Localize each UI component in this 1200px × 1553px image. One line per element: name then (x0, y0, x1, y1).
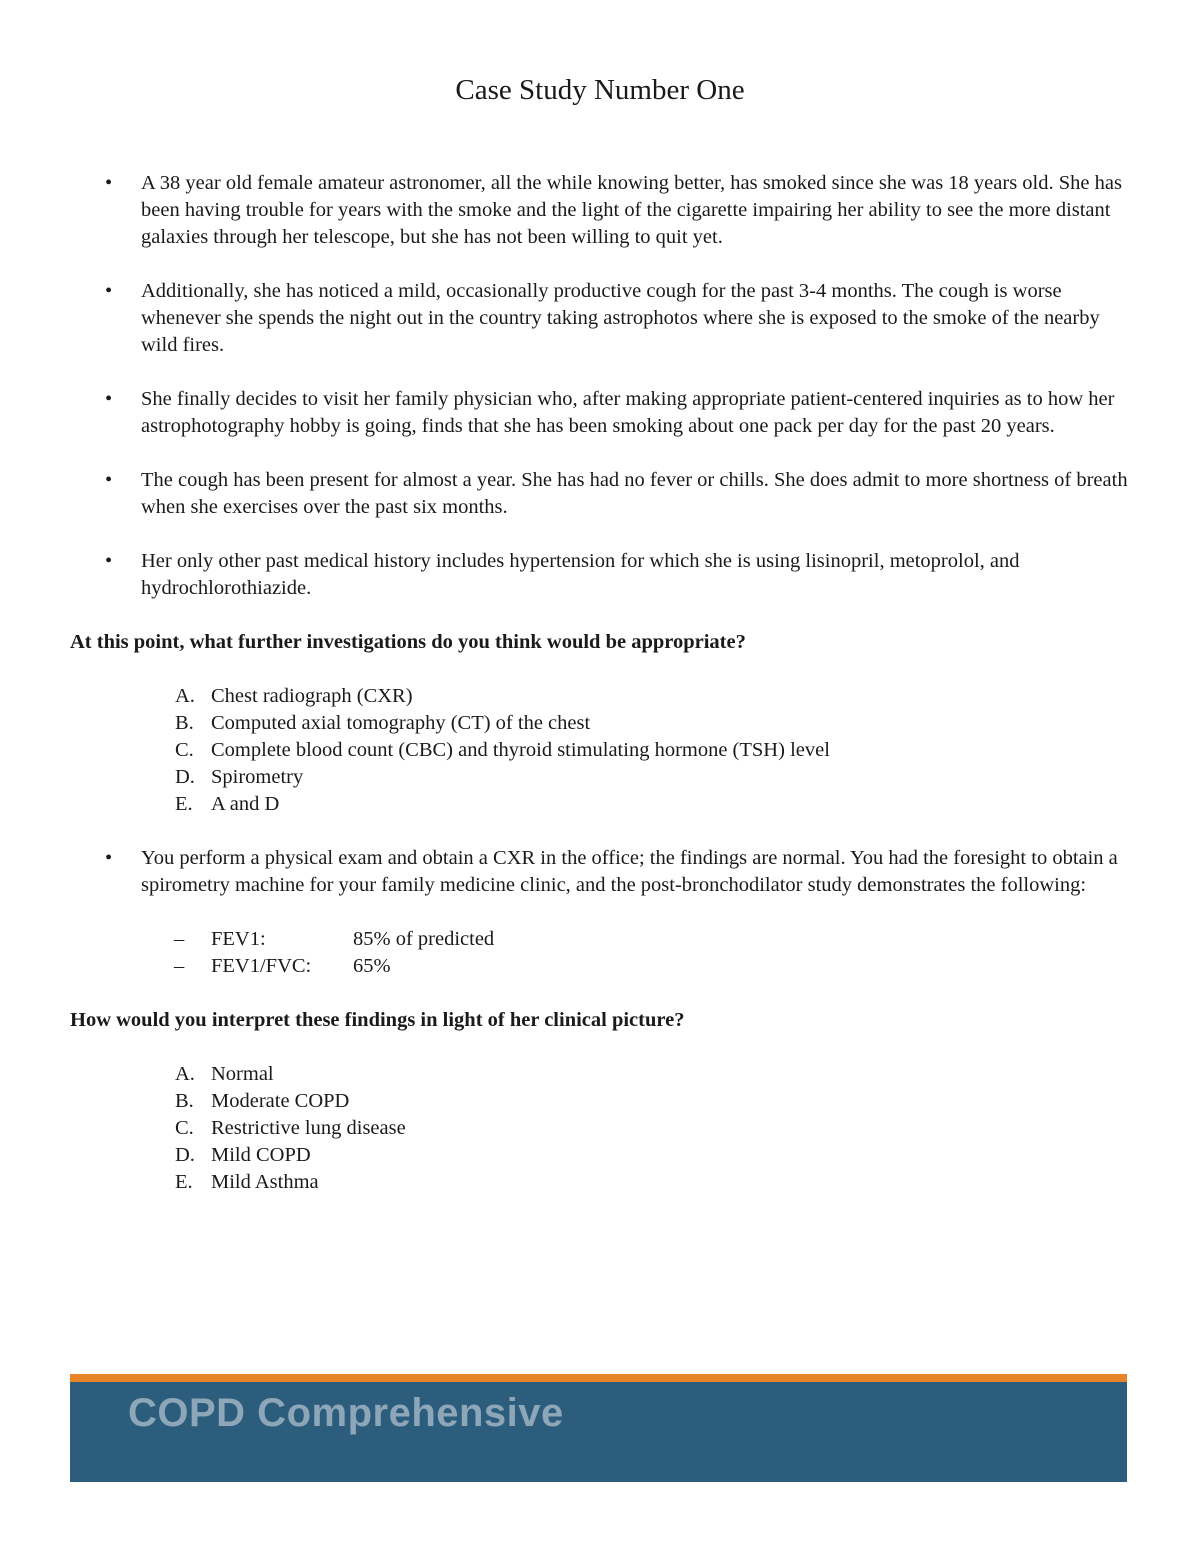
spirometry-label: FEV1/FVC: (211, 955, 312, 977)
answer-options-investigations (70, 683, 1140, 818)
case-bullet (70, 170, 1140, 251)
option-letter: A. (175, 685, 195, 707)
spirometry-row (70, 953, 1140, 980)
answer-option (70, 1142, 1140, 1169)
option-text: Restrictive lung disease (211, 1117, 406, 1139)
option-letter: E. (175, 1171, 193, 1193)
footer-banner (70, 1382, 1127, 1482)
option-text: Mild COPD (211, 1144, 311, 1166)
option-text: Moderate COPD (211, 1090, 350, 1112)
question-investigations: At this point, what further investigations do you think would be appropriate? (70, 631, 746, 653)
option-text: Mild Asthma (211, 1171, 319, 1193)
footer-accent-stripe (70, 1374, 1127, 1382)
answer-option (70, 1115, 1140, 1142)
answer-option (70, 683, 1140, 710)
option-letter: E. (175, 793, 193, 815)
spirometry-value: 85% of predicted (353, 928, 495, 950)
page-title: Case Study Number One (455, 74, 745, 106)
answer-options-interpretation (70, 1061, 1140, 1196)
option-text: Chest radiograph (CXR) (211, 685, 413, 707)
document-body (70, 170, 1140, 1223)
option-text: Complete blood count (CBC) and thyroid stimulating hormone (TSH) level (211, 739, 830, 761)
case-bullet (70, 386, 1140, 440)
exam-bullet (70, 845, 1140, 899)
answer-option (70, 1061, 1140, 1088)
case-bullet-text: She finally decides to visit her family physician who, after making appropriate patient-centered inquiries as to how her astrophotography hobby is going, finds that she has been smoking about one pack per day for the past 20 years. (141, 388, 1115, 437)
option-letter: C. (175, 1117, 194, 1139)
case-bullet (70, 278, 1140, 359)
bullet-icon: • (105, 550, 113, 572)
option-text: A and D (211, 793, 280, 815)
option-text: Computed axial tomography (CT) of the chest (211, 712, 591, 734)
option-letter: B. (175, 1090, 194, 1112)
dash-icon: – (174, 955, 185, 977)
option-letter: D. (175, 766, 195, 788)
answer-option (70, 1088, 1140, 1115)
bullet-icon: • (105, 847, 113, 869)
case-bullet-text: The cough has been present for almost a year. She has had no fever or chills. She does admit to more shortness of breath when she exercises over the past six months. (141, 469, 1128, 518)
question-interpretation: How would you interpret these findings in light of her clinical picture? (70, 1009, 685, 1031)
bullet-icon: • (105, 172, 113, 194)
answer-option (70, 710, 1140, 737)
case-bullet (70, 467, 1140, 521)
exam-bullet-text: You perform a physical exam and obtain a CXR in the office; the findings are normal. You had the foresight to obtain a spirometry machine for your family medicine clinic, and the post-bronchodilator study demonstrates the following: (141, 847, 1118, 896)
bullet-icon: • (105, 280, 113, 302)
dash-icon: – (174, 928, 185, 950)
spirometry-row (70, 926, 1140, 953)
option-text: Spirometry (211, 766, 304, 788)
case-bullet (70, 548, 1140, 602)
spirometry-value: 65% (353, 955, 391, 977)
brand-logo-text: COPD Comprehensive (128, 1391, 564, 1435)
case-bullet-text: A 38 year old female amateur astronomer, all the while knowing better, has smoked since she was 18 years old. She has been having trouble for years with the smoke and the light of the cigarette impairing her ability to see the more distant galaxies through her telescope, but she has not been willing to quit yet. (141, 172, 1122, 248)
answer-option (70, 764, 1140, 791)
option-letter: C. (175, 739, 194, 761)
case-bullet-text: Additionally, she has noticed a mild, occasionally productive cough for the past 3-4 months. The cough is worse whenever she spends the night out in the country taking astrophotos where she is exposed to the smoke of the nearby wild fires. (141, 280, 1100, 356)
answer-option (70, 737, 1140, 764)
option-text: Normal (211, 1063, 274, 1085)
option-letter: A. (175, 1063, 195, 1085)
answer-option (70, 1169, 1140, 1196)
bullet-icon: • (105, 469, 113, 491)
option-letter: B. (175, 712, 194, 734)
option-letter: D. (175, 1144, 195, 1166)
spirometry-results (70, 926, 1140, 980)
bullet-icon: • (105, 388, 113, 410)
spirometry-label: FEV1: (211, 928, 266, 950)
case-bullet-text: Her only other past medical history includes hypertension for which she is using lisinopril, metoprolol, and hydrochlorothiazide. (141, 550, 1020, 599)
answer-option (70, 791, 1140, 818)
